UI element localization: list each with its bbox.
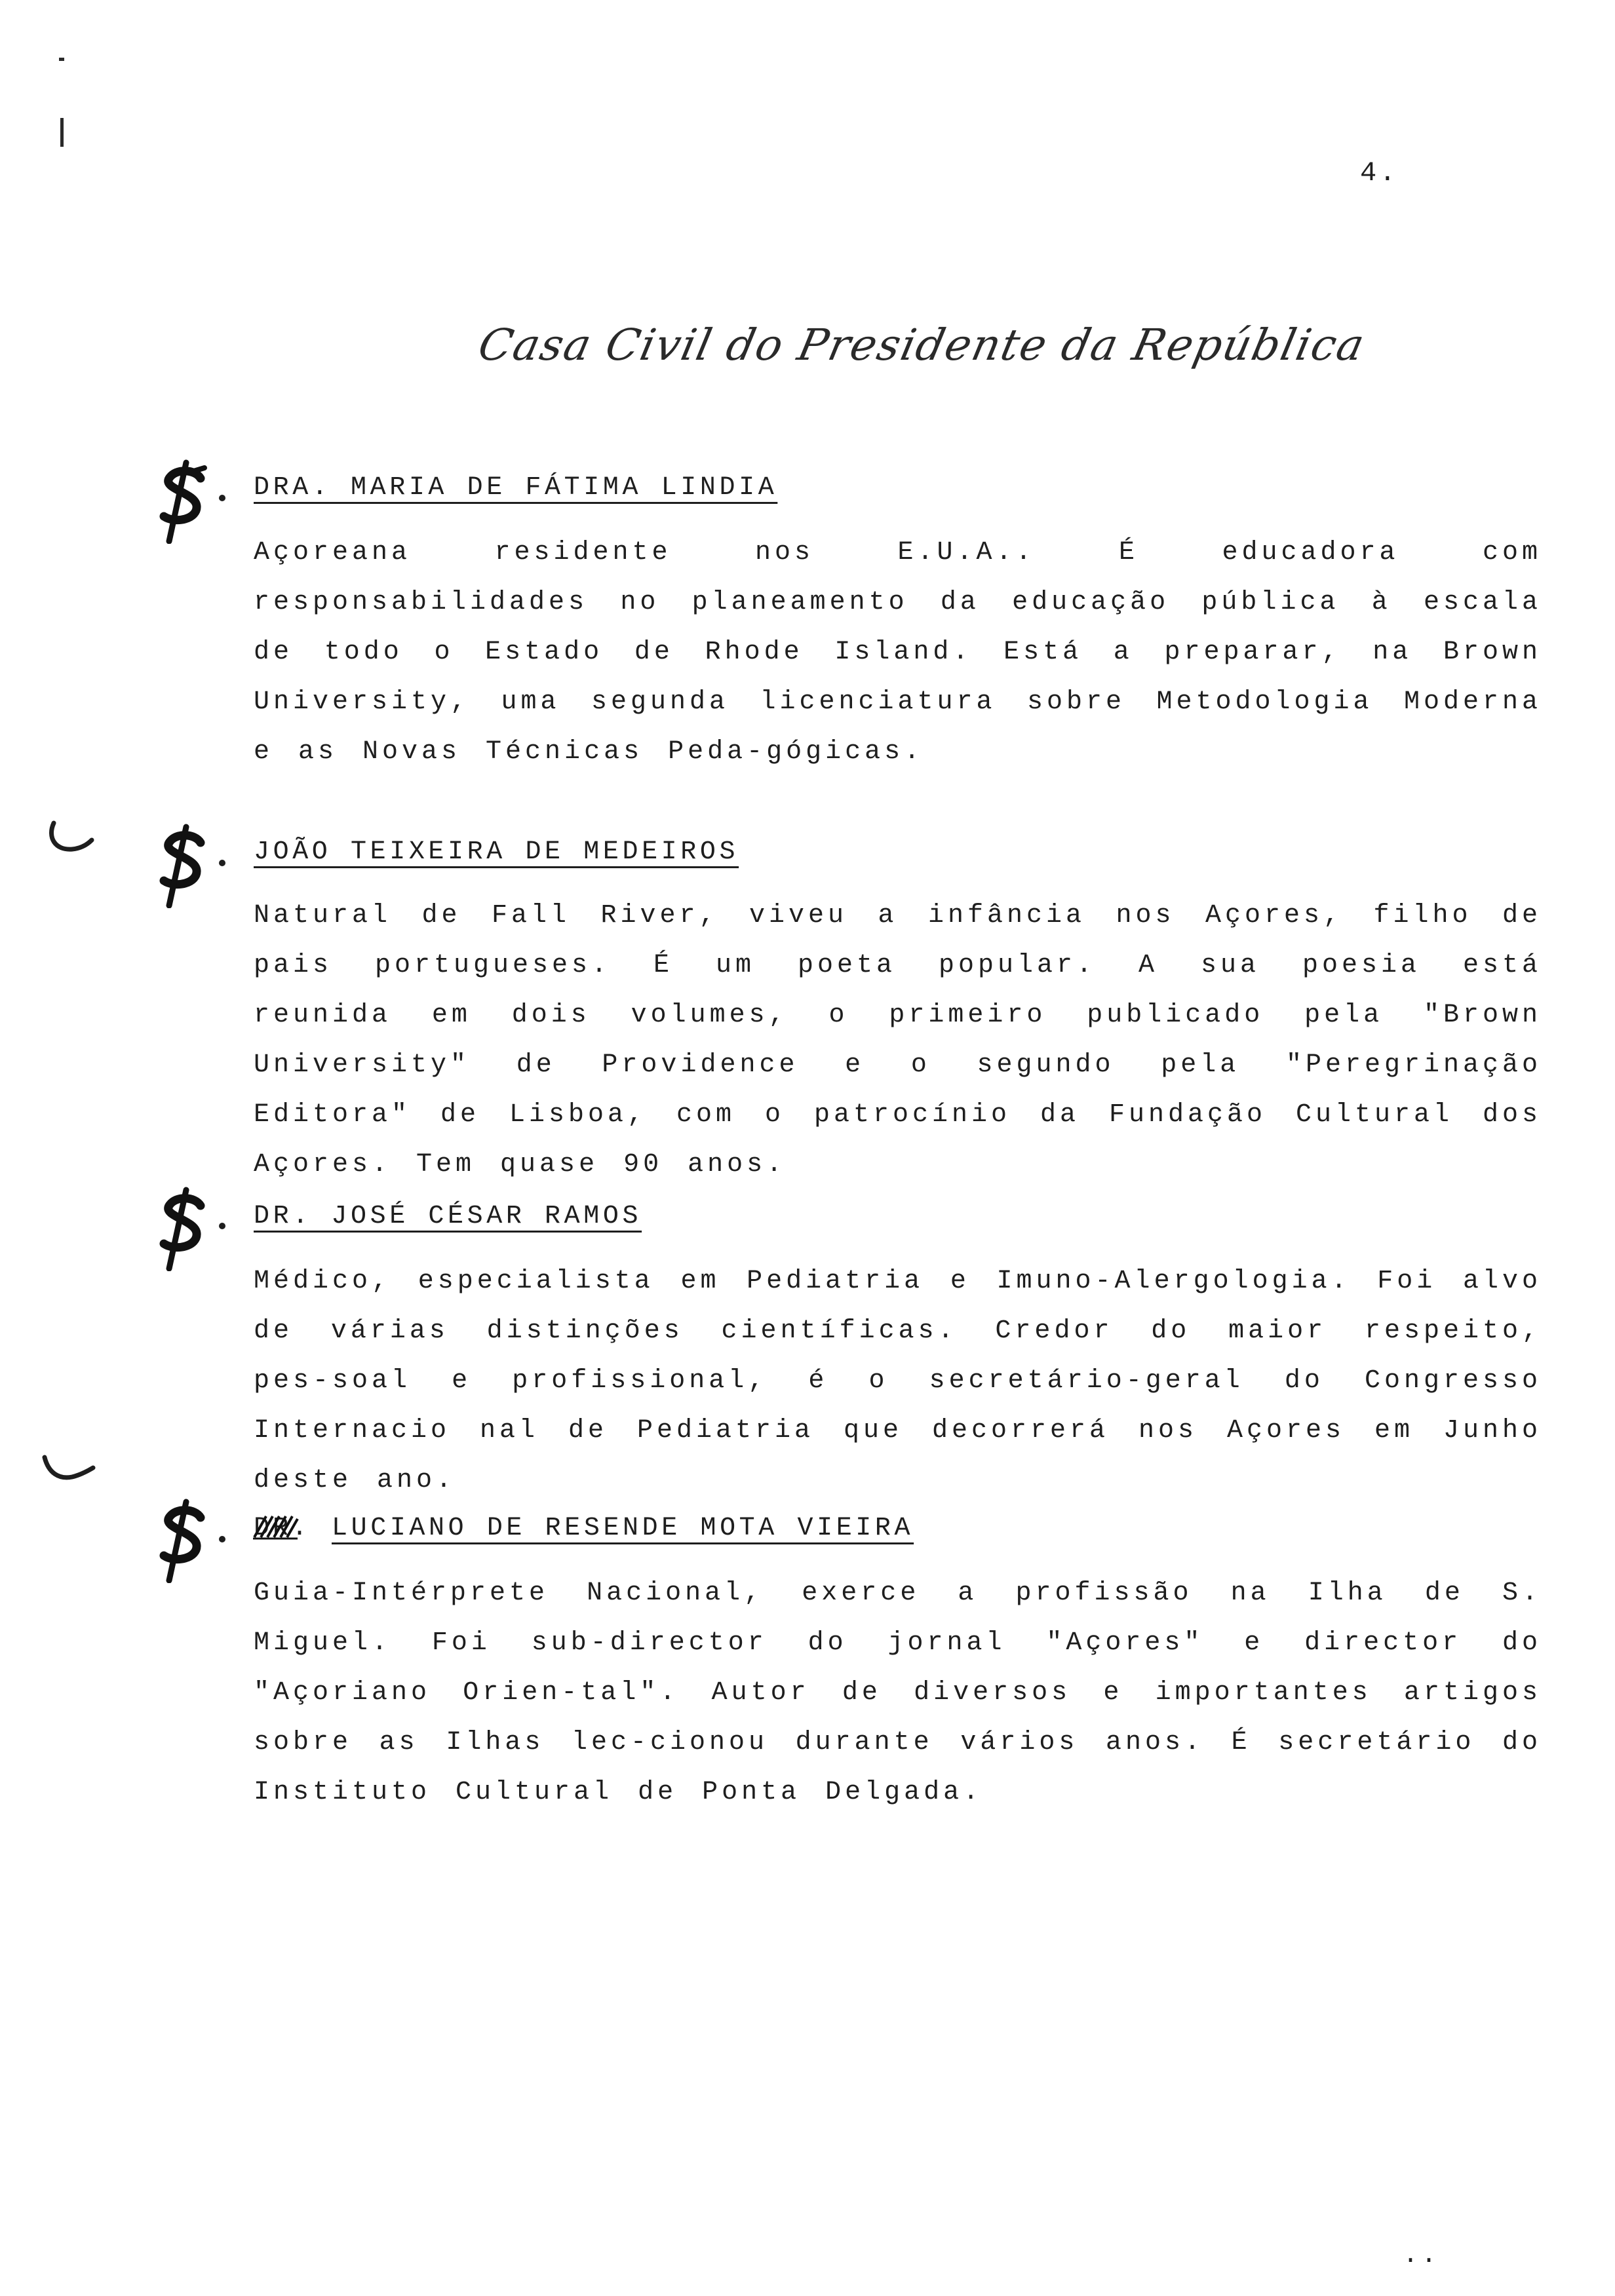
letterhead-script: Casa Civil do Presidente da República (474, 320, 1370, 370)
entry-body: Médico, especialista em Pediatria e Imuno-Alergologia. Foi alvo de várias distinções científicas. Credor do maior respeito, pes-soal e profissional, é o secretário-geral do Congresso Internacio nal de Pediatria que decorrerá nos Açores em Junho deste ano. (254, 1267, 1542, 1495)
strikethrough-scribble-icon (252, 1514, 299, 1540)
entry-heading: LUCIANO DE RESENDE MOTA VIEIRA (332, 1514, 914, 1543)
marker-dot (219, 1223, 225, 1229)
entry-body: Natural de Fall River, viveu a infância nos Açores, filho de pais portugueses. É um poeta popular. A sua poesia está reunida em dois volumes, o primeiro publicado pela "Brown University" de Providence e o segundo pela "Peregrinação Editora" de Lisboa, com o patrocínio da Fundação Cultural dos Açores. Tem quase 90 anos. (254, 901, 1542, 1179)
entry-heading: DR. JOSÉ CÉSAR RAMOS (254, 1202, 642, 1231)
handwritten-s-mark-icon (149, 1498, 215, 1583)
handwritten-s-mark-icon (149, 459, 215, 544)
entry-body: Guia-Intérprete Nacional, exerce a profissão na Ilha de S. Miguel. Foi sub-director do jornal "Açores" e director do "Açoriano Orien-tal". Autor de diversos e importantes artigos sobre as Ilhas lec-cionou durante vários anos. É secretário do Instituto Cultural de Ponta Delgada. (254, 1578, 1542, 1807)
entry-heading: DRA. MARIA DE FÁTIMA LINDIA (254, 473, 778, 503)
margin-check-mark-icon (39, 1453, 98, 1486)
margin-check-mark-icon (46, 818, 98, 857)
marker-dot (219, 495, 225, 501)
scan-mark-vertical (60, 118, 64, 147)
handwritten-s-mark-icon (149, 823, 215, 908)
marker-dot (219, 860, 225, 866)
entry-body: Açoreana residente nos E.U.A.. É educadora com responsabilidades no planeamento da educação pública à escala de todo o Estado de Rhode Island. Está a preparar, na Brown University, uma segunda licenciatura sobre Metodologia Moderna e as Novas Técnicas Peda-gógicas. (254, 538, 1542, 767)
trailing-marks: .. (1403, 2241, 1440, 2270)
marker-dot (219, 1536, 225, 1542)
page-number: 4. (1360, 157, 1399, 189)
handwritten-s-mark-icon (149, 1186, 215, 1271)
entry-heading: JOÃO TEIXEIRA DE MEDEIROS (254, 837, 739, 867)
struck-title-prefix: DR. (254, 1514, 311, 1543)
scan-speck (59, 58, 64, 61)
